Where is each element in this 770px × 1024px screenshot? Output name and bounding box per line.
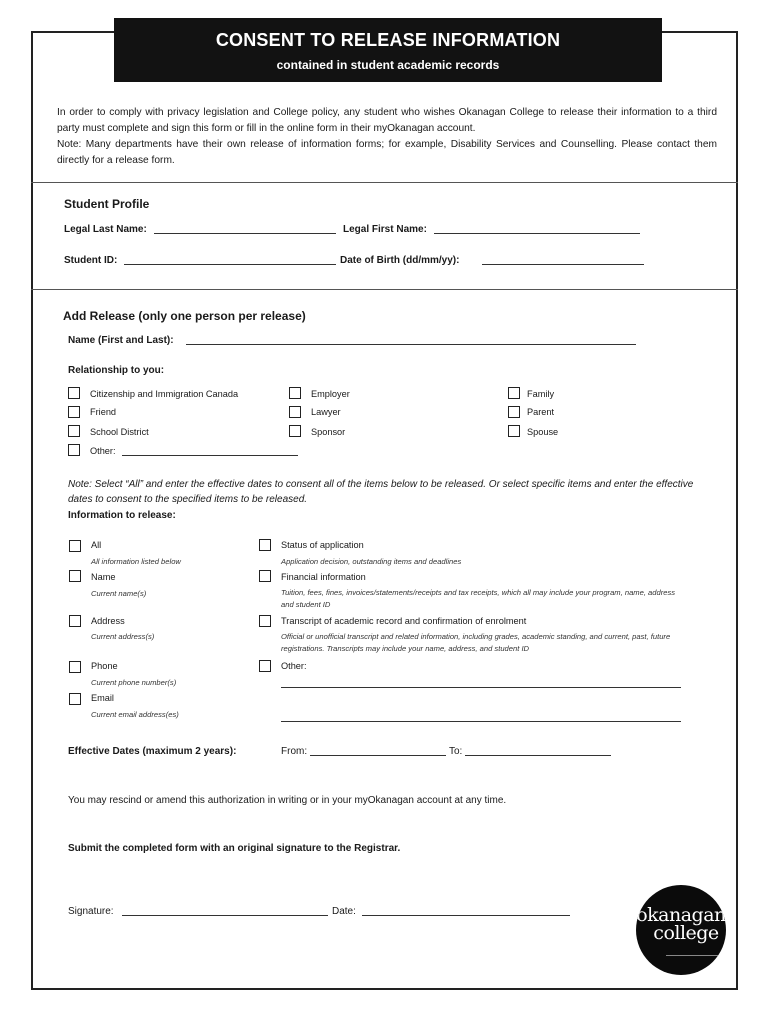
family-checkbox[interactable] [508,387,520,399]
section-divider [31,289,738,290]
form-subtitle: contained in student academic records [276,58,500,72]
signature-date-label: Date: [332,906,356,917]
student-id-field[interactable] [124,264,336,265]
lawyer-label: Lawyer [311,407,341,417]
add-release-heading: Add Release (only one person per release) [63,309,306,323]
transcript-label: Transcript of academic record and confirmation of enrolment [281,616,527,626]
logo-line-2: college [653,922,719,944]
all-checkbox[interactable] [69,540,81,552]
signature-label: Signature: [68,906,114,917]
relationship-other-label: Other: [90,446,116,456]
name-description: Current name(s) [91,589,147,598]
release-name-field[interactable] [186,344,636,345]
info-other-field-2[interactable] [281,721,681,722]
submit-instruction: Submit the completed form with an original signature to the Registrar. [68,843,401,854]
from-date-field[interactable] [310,755,446,756]
okanagan-college-logo [636,885,726,975]
email-label: Email [91,693,114,703]
dob-field[interactable] [482,264,644,265]
friend-label: Friend [90,407,117,417]
release-note: Note: Select “All” and enter the effective dates to consent all of the items below to be released. Or select specific items and enter the effective dates to consent to the specified items to be released. [68,479,694,505]
all-description: All information listed below [91,557,181,566]
form-header [114,18,662,82]
address-checkbox[interactable] [69,615,81,627]
email-checkbox[interactable] [69,693,81,705]
student-profile-heading: Student Profile [64,197,150,211]
section-divider [31,182,738,183]
legal-first-name-label: Legal First Name: [343,224,427,235]
citizenship-label: Citizenship and Immigration Canada [90,389,239,399]
all-label: All [91,540,102,550]
employer-label: Employer [311,389,350,399]
legal-last-name-field[interactable] [154,233,336,234]
financial-checkbox[interactable] [259,570,271,582]
parent-checkbox[interactable] [508,406,520,418]
address-description: Current address(s) [91,632,155,641]
to-date-field[interactable] [465,755,611,756]
name-checkbox[interactable] [69,570,81,582]
release-name-label: Name (First and Last): [68,335,174,346]
intro-text [57,105,717,169]
family-label: Family [527,389,555,399]
logo-rule [666,955,718,956]
signature-field[interactable] [122,915,328,916]
phone-description: Current phone number(s) [91,678,177,687]
info-other-checkbox[interactable] [259,660,271,672]
student-id-label: Student ID: [64,255,118,266]
name-label: Name [91,572,116,582]
form-title: CONSENT TO RELEASE INFORMATION [215,30,561,50]
effective-dates-label: Effective Dates (maximum 2 years): [68,746,237,757]
info-other-field-1[interactable] [281,687,681,688]
parent-label: Parent [527,407,555,417]
phone-checkbox[interactable] [69,661,81,673]
rescind-text: You may rescind or amend this authorization in writing or in your myOkanagan account at any time. [68,795,507,806]
status-description: Application decision, outstanding items and deadlines [281,557,462,566]
citizenship-checkbox[interactable] [68,387,80,399]
legal-last-name-label: Legal Last Name: [64,224,147,235]
phone-label: Phone [91,661,118,671]
sponsor-label: Sponsor [311,427,346,437]
lawyer-checkbox[interactable] [289,406,301,418]
financial-description: Tuition, fees, fines, invoices/statements/receipts and tax receipts, which all may include your program, name, address and student ID [281,588,676,609]
relationship-label: Relationship to you: [68,365,165,376]
relationship-other-field[interactable] [122,455,298,456]
address-label: Address [91,616,125,626]
status-checkbox[interactable] [259,539,271,551]
sponsor-checkbox[interactable] [289,425,301,437]
to-label: To: [449,746,463,757]
intro-paragraph: In order to comply with privacy legislation and College policy, any student who wishes Okanagan College to release their information to a third party must complete and sign this form or fill in the online form in their myOkanagan account. [57,107,717,134]
signature-date-field[interactable] [362,915,570,916]
intro-note: Note: Many departments have their own release of information forms; for example, Disability Services and Counselling. Please contact them directly for a release form. [57,139,717,166]
relationship-other-checkbox[interactable] [68,444,80,456]
info-other-label: Other: [281,661,307,671]
info-to-release-label: Information to release: [68,510,176,521]
financial-label: Financial information [281,572,366,582]
employer-checkbox[interactable] [289,387,301,399]
transcript-checkbox[interactable] [259,615,271,627]
spouse-checkbox[interactable] [508,425,520,437]
friend-checkbox[interactable] [68,406,80,418]
transcript-description: Official or unofficial transcript and related information, including grades, academic standing, and current, past, future registrations. Transcripts may include your name, address, and student ID [281,632,671,653]
school-district-checkbox[interactable] [68,425,80,437]
from-label: From: [281,746,308,757]
legal-first-name-field[interactable] [434,233,640,234]
status-label: Status of application [281,540,364,550]
dob-label: Date of Birth (dd/mm/yy): [340,255,460,266]
school-district-label: School District [90,427,149,437]
email-description: Current email address(es) [91,710,179,719]
logo-line-1: okanagan [636,904,726,926]
spouse-label: Spouse [527,427,559,437]
